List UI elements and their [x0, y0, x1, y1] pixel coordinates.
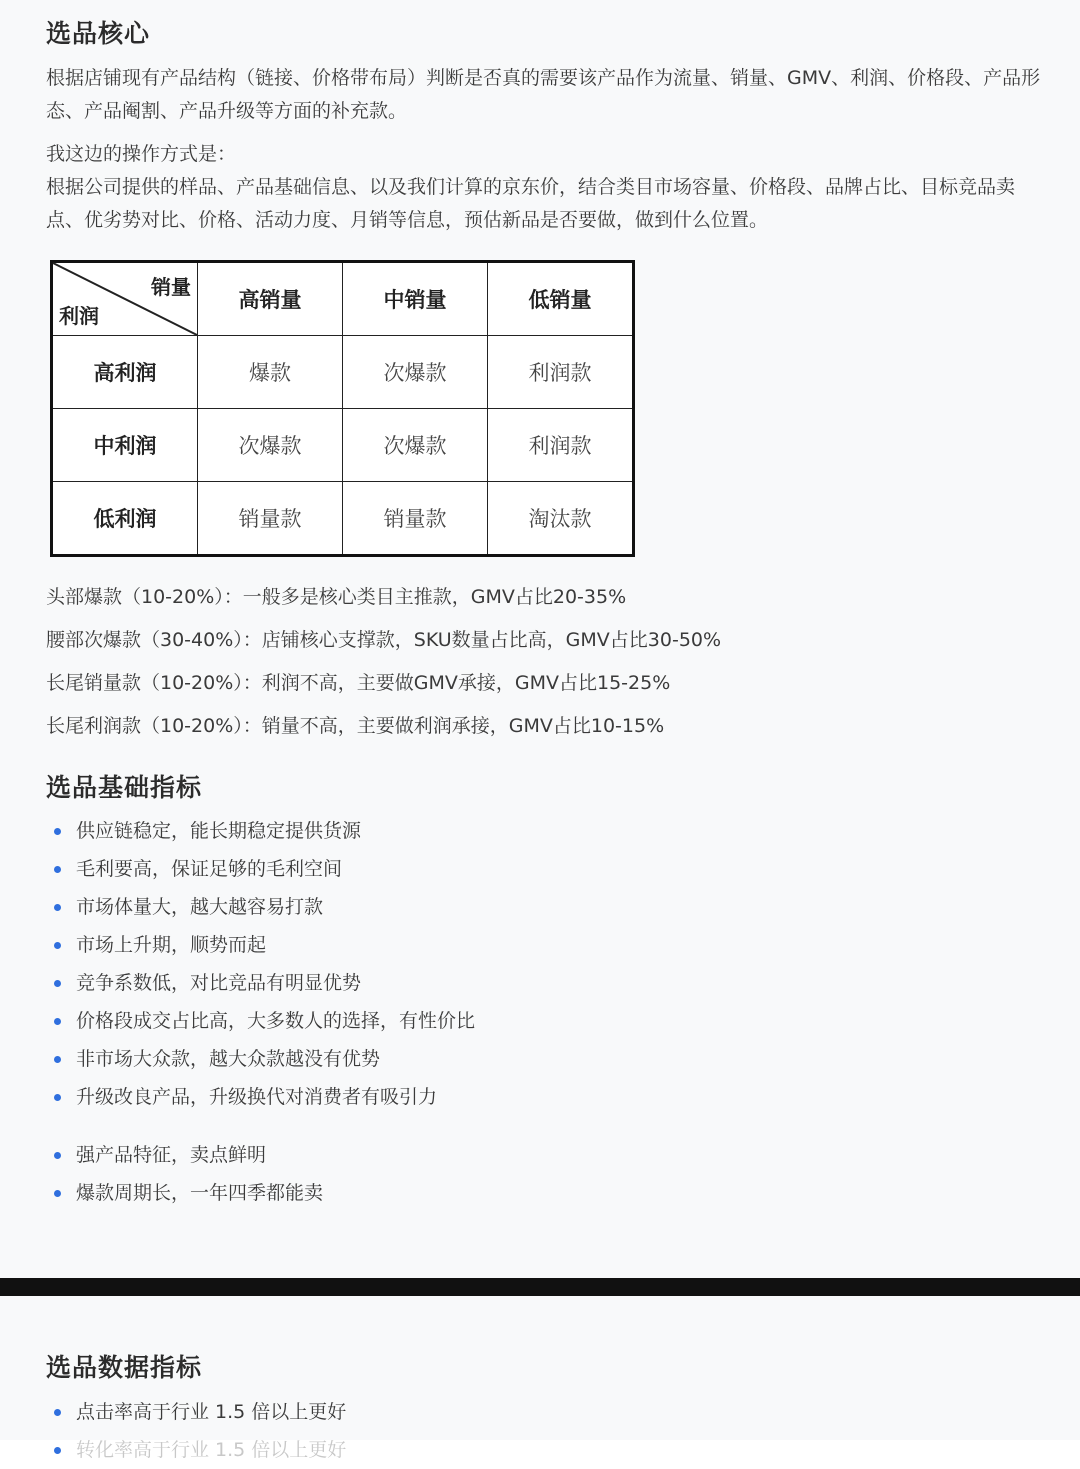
black-divider-band	[0, 1278, 1080, 1296]
matrix-header-row	[52, 262, 634, 336]
note-waist-hit: 腰部次爆款（30-40%）：店铺核心支撑款，SKU数量占比高，GMV占比30-50%	[46, 629, 722, 651]
matrix-cell: 爆款	[198, 336, 343, 409]
bullet-dot-icon	[54, 866, 61, 873]
column-header-high-sales: 高销量	[198, 262, 343, 336]
list-item	[46, 1136, 1046, 1174]
matrix-cell: 次爆款	[343, 336, 488, 409]
core-paragraph-2	[46, 138, 1046, 237]
note-longtail-profit: 长尾利润款（10-20%）：销量不高，主要做利润承接，GMV占比10-15%	[46, 715, 665, 737]
matrix-row-low-profit	[52, 482, 634, 556]
bullet-dot-icon	[54, 904, 61, 911]
section-title-core: 选品核心	[46, 19, 151, 48]
list-item-text: 市场体量大，越大越容易打款	[76, 896, 324, 918]
matrix-row-mid-profit	[52, 409, 634, 482]
core-paragraph-2-intro: 我这边的操作方式是：	[46, 143, 237, 165]
bullet-dot-icon	[54, 1409, 61, 1416]
bullet-dot-icon	[54, 1056, 61, 1063]
matrix-cell: 次爆款	[198, 409, 343, 482]
bullet-dot-icon	[54, 1018, 61, 1025]
list-item	[46, 1040, 1046, 1078]
core-paragraph-1: 根据店铺现有产品结构（链接、价格带布局）判断是否真的需要该产品作为流量、销量、GMV、利润、价格段、产品形态、产品阉割、产品升级等方面的补充款。	[46, 67, 1041, 122]
list-item	[46, 1393, 1046, 1431]
list-item	[46, 812, 1046, 850]
note-longtail-sales: 长尾销量款（10-20%）：利润不高，主要做GMV承接，GMV占比15-25%	[46, 672, 671, 694]
matrix-cell: 销量款	[198, 482, 343, 556]
bullet-dot-icon	[54, 828, 61, 835]
row-header-mid-profit: 中利润	[52, 409, 198, 482]
list-item-text: 价格段成交占比高，大多数人的选择，有性价比	[76, 1010, 476, 1032]
row-header-low-profit: 低利润	[52, 482, 198, 556]
list-item	[46, 1078, 1046, 1116]
core-paragraph-2-body: 根据公司提供的样品、产品基础信息、以及我们计算的京东价，结合类目市场容量、价格段、品牌占比、目标竞品卖点、优劣势对比、价格、活动力度、月销等信息，预估新品是否要做，做到什么位置。	[46, 176, 1016, 231]
product-tier-notes	[46, 576, 1046, 748]
list-item-text: 升级改良产品，升级换代对消费者有吸引力	[76, 1086, 438, 1108]
list-item	[46, 1174, 1046, 1212]
list-item-text: 供应链稳定，能长期稳定提供货源	[76, 820, 362, 842]
row-header-high-profit: 高利润	[52, 336, 198, 409]
bullet-dot-icon	[54, 1094, 61, 1101]
matrix-corner-cell	[52, 262, 198, 336]
list-item-text: 市场上升期，顺势而起	[76, 934, 267, 956]
section-title-basic: 选品基础指标	[46, 773, 203, 802]
list-item	[46, 926, 1046, 964]
list-item-text: 非市场大众款，越大众款越没有优势	[76, 1048, 381, 1070]
bullet-dot-icon	[54, 1447, 61, 1454]
list-item-text: 转化率高于行业 1.5 倍以上更好	[76, 1439, 347, 1461]
list-item-text: 竞争系数低，对比竞品有明显优势	[76, 972, 362, 994]
matrix-row-high-profit	[52, 336, 634, 409]
list-item-text: 爆款周期长，一年四季都能卖	[76, 1182, 324, 1204]
list-item-text: 强产品特征，卖点鲜明	[76, 1144, 267, 1166]
list-item	[46, 1002, 1046, 1040]
matrix-cell: 淘汰款	[488, 482, 634, 556]
sales-profit-matrix	[50, 260, 635, 557]
corner-label-sales: 销量	[151, 275, 191, 299]
data-indicator-list	[46, 1393, 1046, 1469]
bullet-dot-icon	[54, 942, 61, 949]
section-title-data: 选品数据指标	[46, 1353, 203, 1382]
list-item	[46, 964, 1046, 1002]
bullet-dot-icon	[54, 980, 61, 987]
corner-label-profit: 利润	[59, 304, 99, 328]
list-item-text: 毛利要高，保证足够的毛利空间	[76, 858, 343, 880]
column-header-mid-sales: 中销量	[343, 262, 488, 336]
column-header-low-sales: 低销量	[488, 262, 634, 336]
list-item	[46, 888, 1046, 926]
matrix-cell: 利润款	[488, 336, 634, 409]
bullet-dot-icon	[54, 1152, 61, 1159]
list-item	[46, 1431, 1046, 1469]
basic-indicator-list-extra	[46, 1136, 1046, 1212]
note-head-hit: 头部爆款（10-20%）：一般多是核心类目主推款，GMV占比20-35%	[46, 586, 627, 608]
matrix-cell: 销量款	[343, 482, 488, 556]
list-item	[46, 850, 1046, 888]
bullet-dot-icon	[54, 1190, 61, 1197]
list-item-text: 点击率高于行业 1.5 倍以上更好	[76, 1401, 347, 1423]
matrix-cell: 次爆款	[343, 409, 488, 482]
matrix-cell: 利润款	[488, 409, 634, 482]
basic-indicator-list	[46, 812, 1046, 1116]
